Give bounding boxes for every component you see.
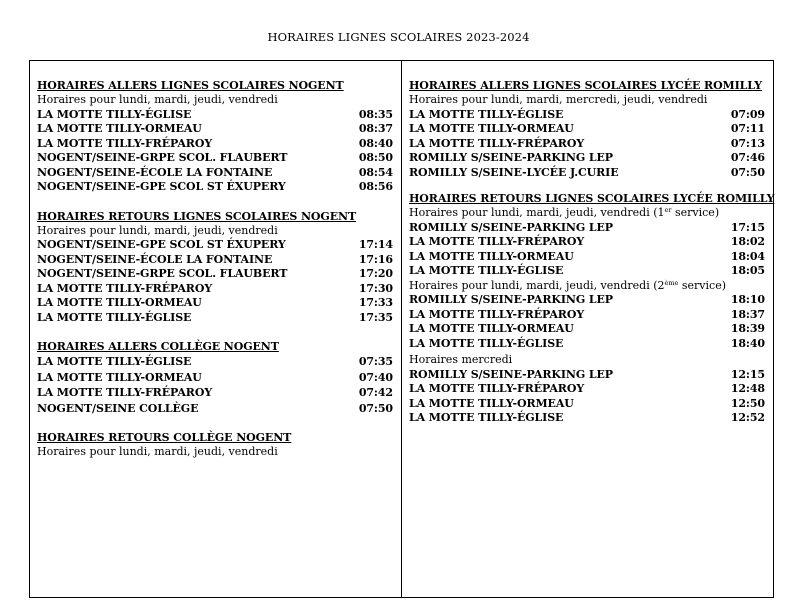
stop-name: NOGENT/SEINE-GRPE SCOL. FLAUBERT — [37, 267, 288, 280]
schedule-row — [37, 401, 393, 417]
departure-time: 07:40 — [358, 370, 393, 384]
schedule-row — [37, 385, 393, 401]
section-title: HORAIRES RETOURS LIGNES SCOLAIRES LYCÉE ROMILLY — [409, 192, 775, 205]
departure-time: 18:37 — [730, 307, 765, 321]
stop-name: NOGENT/SEINE COLLÈGE — [37, 401, 199, 415]
schedule-row — [409, 411, 765, 426]
left-column — [37, 79, 393, 460]
departure-time: 17:33 — [358, 296, 393, 309]
stop-name: LA MOTTE TILLY-ORMEAU — [37, 296, 202, 309]
departure-time: 08:37 — [358, 122, 393, 135]
departure-time: 07:11 — [730, 122, 765, 135]
right-column — [409, 79, 775, 426]
stop-name: NOGENT/SEINE-ÉCOLE LA FONTAINE — [37, 165, 273, 179]
stop-name: LA MOTTE TILLY-FRÉPAROY — [37, 281, 213, 295]
departure-time: 07:13 — [730, 136, 765, 150]
departure-time: 12:52 — [730, 411, 765, 424]
stop-name: ROMILLY S/SEINE-PARKING LEP — [409, 367, 613, 381]
schedule-row — [409, 397, 765, 412]
schedule-row — [37, 166, 393, 181]
schedule-rows — [37, 354, 393, 416]
stop-name: LA MOTTE TILLY-FRÉPAROY — [37, 136, 213, 150]
schedule-row — [37, 108, 393, 123]
stop-name: LA MOTTE TILLY-ÉGLISE — [37, 310, 192, 324]
stop-name: ROMILLY S/SEINE-PARKING LEP — [409, 293, 613, 306]
stop-name: LA MOTTE TILLY-ORMEAU — [37, 370, 202, 384]
stop-name: LA MOTTE TILLY-ÉGLISE — [37, 355, 192, 368]
stop-name: ROMILLY S/SEINE-LYCÉE J.CURIE — [409, 165, 619, 179]
stop-name: LA MOTTE TILLY-ÉGLISE — [409, 264, 564, 277]
departure-time: 08:56 — [358, 180, 393, 193]
schedule-row — [37, 354, 393, 370]
departure-time: 07:42 — [358, 386, 393, 399]
stop-name: LA MOTTE TILLY-FRÉPAROY — [37, 386, 213, 399]
mercredi-note: Horaires mercredi — [409, 353, 513, 366]
departure-time: 12:50 — [730, 396, 765, 410]
stop-name: NOGENT/SEINE-GRPE SCOL. FLAUBERT — [37, 151, 288, 164]
departure-time: 18:10 — [730, 293, 765, 306]
section-note: Horaires pour lundi, mardi, jeudi, vendredi — [37, 93, 278, 106]
section-title: HORAIRES ALLERS COLLÈGE NOGENT — [37, 340, 279, 353]
departure-time: 07:50 — [358, 401, 393, 415]
stop-name: LA MOTTE TILLY-FRÉPAROY — [409, 235, 585, 248]
stop-name: LA MOTTE TILLY-ORMEAU — [37, 122, 202, 135]
section-note: Horaires pour lundi, mardi, jeudi, vendredi — [37, 223, 278, 237]
stop-name: NOGENT/SEINE-ÉCOLE LA FONTAINE — [37, 252, 273, 266]
stop-name: NOGENT/SEINE-GPE SCOL ST ÉXUPERY — [37, 180, 286, 193]
schedule-row — [409, 264, 765, 279]
departure-time: 07:50 — [730, 165, 765, 179]
schedule-rows — [37, 238, 393, 325]
stop-name: ROMILLY S/SEINE-PARKING LEP — [409, 151, 613, 164]
schedule-row — [409, 166, 765, 181]
schedule-rows — [37, 108, 393, 195]
schedule-row — [409, 151, 765, 166]
stop-name: LA MOTTE TILLY-ÉGLISE — [37, 107, 192, 121]
schedule-row — [409, 308, 765, 323]
schedule-row — [409, 108, 765, 123]
departure-time: 17:20 — [358, 267, 393, 280]
departure-time: 12:48 — [730, 382, 765, 395]
service-2-note: Horaires pour lundi, mardi, jeudi, vendredi (2ème service) — [409, 278, 726, 292]
section-title: HORAIRES RETOURS COLLÈGE NOGENT — [37, 431, 292, 444]
stop-name: LA MOTTE TILLY-FRÉPAROY — [409, 382, 585, 395]
schedule-row — [37, 151, 393, 166]
schedule-rows — [409, 293, 765, 351]
departure-time: 08:50 — [358, 151, 393, 164]
section-retours-romilly — [409, 192, 775, 426]
stop-name: LA MOTTE TILLY-ÉGLISE — [409, 411, 564, 424]
section-note: Horaires pour lundi, mardi, jeudi, vendredi — [37, 445, 278, 458]
column-divider — [401, 60, 402, 598]
stop-name: ROMILLY S/SEINE-PARKING LEP — [409, 220, 613, 234]
schedule-row — [409, 382, 765, 397]
section-retours-nogent — [37, 210, 393, 326]
departure-time: 17:15 — [730, 220, 765, 234]
stop-name: LA MOTTE TILLY-ORMEAU — [409, 122, 574, 135]
schedule-row — [37, 238, 393, 253]
departure-time: 18:40 — [730, 336, 765, 350]
departure-time: 08:35 — [358, 107, 393, 121]
section-title: HORAIRES RETOURS LIGNES SCOLAIRES NOGENT — [37, 209, 357, 223]
schedule-row — [37, 267, 393, 282]
document-title: HORAIRES LIGNES SCOLAIRES 2023-2024 — [267, 30, 530, 44]
section-title: HORAIRES ALLERS LIGNES SCOLAIRES NOGENT — [37, 79, 344, 92]
stop-name: LA MOTTE TILLY-ORMEAU — [409, 396, 574, 410]
stop-name: LA MOTTE TILLY-ORMEAU — [409, 322, 574, 335]
departure-time: 17:14 — [358, 238, 393, 251]
schedule-row — [37, 296, 393, 311]
section-allers-nogent — [37, 79, 393, 195]
schedule-rows — [409, 108, 765, 181]
schedule-rows — [409, 221, 765, 279]
departure-time: 12:15 — [730, 367, 765, 381]
schedule-row — [409, 337, 765, 352]
section-allers-romilly — [409, 79, 765, 180]
schedule-row — [37, 370, 393, 386]
stop-name: LA MOTTE TILLY-FRÉPAROY — [409, 136, 585, 150]
stop-name: LA MOTTE TILLY-FRÉPAROY — [409, 307, 585, 321]
schedule-row — [409, 235, 765, 250]
stop-name: LA MOTTE TILLY-ÉGLISE — [409, 336, 564, 350]
departure-time: 17:35 — [358, 310, 393, 324]
schedule-row — [409, 221, 765, 236]
stop-name: NOGENT/SEINE-GPE SCOL ST ÉXUPERY — [37, 238, 286, 251]
section-retours-college — [37, 431, 393, 460]
departure-time: 07:09 — [730, 107, 765, 121]
stop-name: LA MOTTE TILLY-ORMEAU — [409, 249, 574, 263]
schedule-row — [409, 137, 765, 152]
departure-time: 17:16 — [358, 252, 393, 266]
schedule-row — [37, 311, 393, 326]
departure-time: 07:46 — [730, 151, 765, 164]
schedule-row — [37, 253, 393, 268]
departure-time: 18:39 — [730, 322, 765, 335]
section-allers-college — [37, 340, 393, 416]
schedule-row — [409, 368, 765, 383]
schedule-row — [37, 137, 393, 152]
section-title: HORAIRES ALLERS LIGNES SCOLAIRES LYCÉE ROMILLY — [409, 79, 762, 92]
stop-name: LA MOTTE TILLY-ÉGLISE — [409, 107, 564, 121]
departure-time: 18:02 — [730, 235, 765, 248]
departure-time: 07:35 — [358, 355, 393, 368]
departure-time: 08:54 — [358, 165, 393, 179]
schedule-row — [409, 122, 765, 137]
schedule-row — [37, 180, 393, 195]
schedule-row — [409, 250, 765, 265]
service-1-note: Horaires pour lundi, mardi, jeudi, vendredi (1er service) — [409, 206, 720, 219]
departure-time: 18:04 — [730, 249, 765, 263]
schedule-row — [37, 122, 393, 137]
departure-time: 17:30 — [358, 281, 393, 295]
departure-time: 08:40 — [358, 136, 393, 150]
schedule-row — [409, 322, 765, 337]
schedule-row — [409, 293, 765, 308]
schedule-rows — [409, 368, 765, 426]
section-note: Horaires pour lundi, mardi, mercredi, jeudi, vendredi — [409, 93, 708, 106]
departure-time: 18:05 — [730, 264, 765, 277]
schedule-row — [37, 282, 393, 297]
